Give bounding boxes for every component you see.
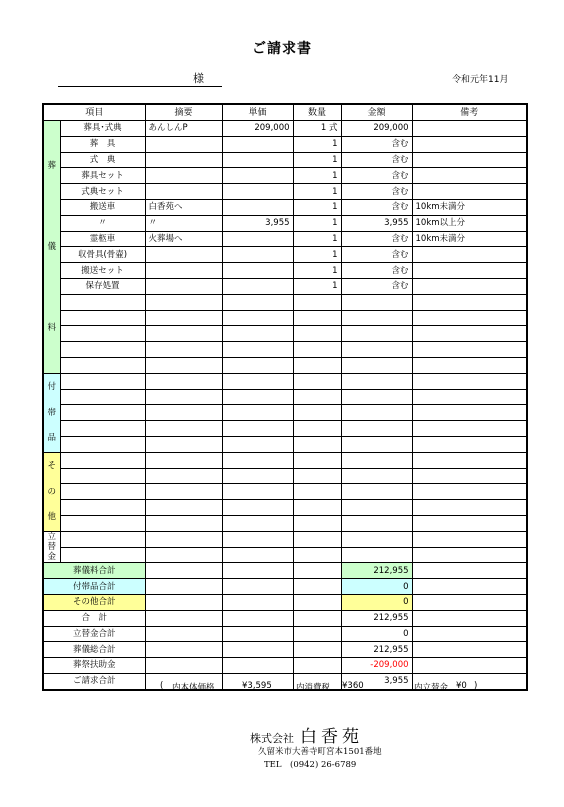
category-label-funeral [43, 121, 60, 374]
document-title: ご請求書 [252, 41, 312, 57]
item-cell [60, 357, 145, 373]
remarks-cell [412, 515, 527, 531]
total-row [43, 658, 527, 674]
table-row [43, 310, 527, 326]
total-label: 葬儀総合計 [43, 642, 145, 658]
category-char: の [47, 486, 56, 497]
total-unit-price-cell [222, 563, 293, 579]
total-unit-price-cell [222, 626, 293, 642]
total-description-cell [145, 594, 222, 610]
quantity-cell [293, 310, 341, 326]
unit-price-cell: 3,955 [222, 215, 293, 231]
total-row [43, 579, 527, 595]
quantity-cell: 1 [293, 247, 341, 263]
honorific: 様 [193, 72, 204, 85]
item-cell [60, 468, 145, 484]
remarks-cell [412, 531, 527, 547]
quantity-cell [293, 547, 341, 563]
quantity-cell [293, 405, 341, 421]
table-row [43, 436, 527, 452]
quantity-cell: 1 [293, 215, 341, 231]
total-remarks-cell [412, 594, 527, 610]
amount-cell [341, 405, 412, 421]
description-cell [145, 500, 222, 516]
remarks-cell [412, 484, 527, 500]
total-remarks-cell [412, 642, 527, 658]
total-row [43, 563, 527, 579]
total-label: 葬祭扶助金 [43, 658, 145, 674]
description-cell [145, 531, 222, 547]
item-cell [60, 500, 145, 516]
total-unit-price-cell [222, 658, 293, 674]
category-char: 料 [47, 322, 56, 333]
description-cell [145, 326, 222, 342]
unit-price-cell [222, 547, 293, 563]
description-cell [145, 452, 222, 468]
item-cell [60, 421, 145, 437]
note-base-label: 内本体価格 [172, 683, 215, 693]
amount-cell: 含む [341, 184, 412, 200]
total-unit-price-cell [222, 594, 293, 610]
total-amount: 212,955 [341, 610, 412, 626]
quantity-cell [293, 484, 341, 500]
quantity-cell: 1 [293, 231, 341, 247]
remarks-cell [412, 357, 527, 373]
amount-cell: 含む [341, 152, 412, 168]
amount-cell [341, 342, 412, 358]
remarks-cell [412, 405, 527, 421]
quantity-cell: 1 [293, 152, 341, 168]
item-cell [60, 515, 145, 531]
item-cell [60, 310, 145, 326]
category-char: 帯 [47, 407, 56, 418]
total-quantity-cell [293, 579, 341, 595]
total-description-cell [145, 579, 222, 595]
item-cell [60, 342, 145, 358]
item-cell: 収骨具(骨壷) [60, 247, 145, 263]
amount-cell [341, 310, 412, 326]
item-cell: 〃 [60, 215, 145, 231]
quantity-cell [293, 342, 341, 358]
quantity-cell [293, 436, 341, 452]
quantity-cell: 1 [293, 199, 341, 215]
item-cell: 式典セット [60, 184, 145, 200]
amount-cell: 3,955 [341, 215, 412, 231]
description-cell [145, 436, 222, 452]
remarks-cell [412, 373, 527, 389]
unit-price-cell [222, 373, 293, 389]
description-cell [145, 247, 222, 263]
unit-price-cell [222, 263, 293, 279]
item-cell: 搬送セット [60, 263, 145, 279]
addressee-line [58, 70, 222, 87]
table-row [43, 342, 527, 358]
total-description-cell [145, 642, 222, 658]
company-name [250, 722, 363, 747]
description-cell [145, 294, 222, 310]
total-remarks-cell [412, 658, 527, 674]
total-amount: 212,955 [341, 642, 412, 658]
table-row [43, 184, 527, 200]
quantity-cell [293, 357, 341, 373]
remarks-cell [412, 168, 527, 184]
table-row [43, 389, 527, 405]
table-row [43, 278, 527, 294]
item-cell [60, 547, 145, 563]
table-row [43, 215, 527, 231]
remarks-cell: 10km未満分 [412, 199, 527, 215]
unit-price-cell [222, 452, 293, 468]
total-label: 立替金合計 [43, 626, 145, 642]
item-cell [60, 326, 145, 342]
description-cell [145, 468, 222, 484]
total-amount: 0 [341, 594, 412, 610]
quantity-cell: 1 [293, 184, 341, 200]
remarks-cell: 10km以上分 [412, 215, 527, 231]
remarks-cell: 10km未満分 [412, 231, 527, 247]
unit-price-cell [222, 168, 293, 184]
description-cell [145, 136, 222, 152]
invoice-date: 令和元年11月 [452, 75, 509, 85]
amount-cell: 含む [341, 168, 412, 184]
item-cell: 霊柩車 [60, 231, 145, 247]
unit-price-cell [222, 436, 293, 452]
description-cell [145, 263, 222, 279]
description-cell [145, 168, 222, 184]
quantity-cell: 1 [293, 263, 341, 279]
amount-cell: 含む [341, 278, 412, 294]
description-cell [145, 342, 222, 358]
unit-price-cell [222, 515, 293, 531]
quantity-cell: 1 [293, 168, 341, 184]
table-row [43, 199, 527, 215]
remarks-cell [412, 310, 527, 326]
quantity-cell [293, 389, 341, 405]
total-amount: 3,955 [341, 673, 412, 689]
total-unit-price-cell [222, 642, 293, 658]
total-label: その他合計 [43, 594, 145, 610]
description-cell: 〃 [145, 215, 222, 231]
category-char: 品 [47, 433, 56, 444]
table-row [43, 136, 527, 152]
description-cell [145, 389, 222, 405]
note-tax-value: ¥360 [342, 681, 364, 691]
quantity-cell [293, 452, 341, 468]
category-char: そ [47, 461, 56, 472]
remarks-cell [412, 152, 527, 168]
description-cell [145, 373, 222, 389]
table-row [43, 500, 527, 516]
quantity-cell: 1 式 [293, 121, 341, 137]
table-row [43, 531, 527, 547]
remarks-cell [412, 547, 527, 563]
amount-cell [341, 531, 412, 547]
total-quantity-cell [293, 610, 341, 626]
item-cell [60, 405, 145, 421]
total-row [43, 642, 527, 658]
total-label: ご請求合計 [43, 673, 145, 689]
category-char: 儀 [47, 241, 56, 252]
total-amount: 0 [341, 626, 412, 642]
unit-price-cell [222, 389, 293, 405]
category-char: 他 [47, 512, 56, 523]
quantity-cell: 1 [293, 136, 341, 152]
unit-price-cell [222, 484, 293, 500]
remarks-cell [412, 136, 527, 152]
unit-price-cell [222, 421, 293, 437]
description-cell [145, 357, 222, 373]
unit-price-cell [222, 278, 293, 294]
table-row [43, 247, 527, 263]
description-cell [145, 484, 222, 500]
total-amount: 212,955 [341, 563, 412, 579]
note-advance-label: 内立替金 [414, 683, 449, 693]
header-row [43, 104, 527, 121]
total-row [43, 610, 527, 626]
table-row [43, 421, 527, 437]
table-row [43, 152, 527, 168]
description-cell: 火葬場へ [145, 231, 222, 247]
category-label-advance [43, 531, 60, 563]
amount-cell [341, 484, 412, 500]
table-row [43, 121, 527, 137]
note-advance-value: ¥0 [456, 681, 467, 691]
unit-price-cell [222, 468, 293, 484]
total-quantity-cell [293, 658, 341, 674]
col-quantity-header: 数量 [293, 104, 341, 121]
col-amount-header: 金額 [341, 104, 412, 121]
remarks-cell [412, 468, 527, 484]
total-row [43, 594, 527, 610]
total-quantity-cell [293, 642, 341, 658]
col-item-header: 項目 [43, 104, 145, 121]
invoice-table [42, 103, 528, 691]
description-cell [145, 421, 222, 437]
category-label-attachments [43, 373, 60, 452]
category-char: 付 [47, 382, 56, 393]
remarks-cell [412, 326, 527, 342]
table-row [43, 468, 527, 484]
unit-price-cell [222, 531, 293, 547]
unit-price-cell [222, 231, 293, 247]
total-description-cell [145, 610, 222, 626]
category-char: 金 [47, 552, 56, 563]
remarks-cell [412, 436, 527, 452]
table-row [43, 294, 527, 310]
description-cell [145, 184, 222, 200]
remarks-cell [412, 421, 527, 437]
total-remarks-cell [412, 563, 527, 579]
remarks-cell [412, 452, 527, 468]
col-unit-price-header: 単価 [222, 104, 293, 121]
unit-price-cell [222, 247, 293, 263]
remarks-cell [412, 294, 527, 310]
amount-cell [341, 500, 412, 516]
total-remarks-cell [412, 579, 527, 595]
item-cell [60, 436, 145, 452]
item-cell: 保存処置 [60, 278, 145, 294]
total-row [43, 673, 527, 689]
table-row [43, 168, 527, 184]
table-row [43, 405, 527, 421]
item-cell: 葬具･式典 [60, 121, 145, 137]
total-unit-price-cell [222, 610, 293, 626]
description-cell: 白香苑へ [145, 199, 222, 215]
table-row [43, 484, 527, 500]
total-remarks-cell [412, 610, 527, 626]
remarks-cell [412, 121, 527, 137]
amount-cell [341, 436, 412, 452]
remarks-cell [412, 278, 527, 294]
unit-price-cell [222, 199, 293, 215]
description-cell [145, 310, 222, 326]
description-cell [145, 515, 222, 531]
amount-cell: 含む [341, 231, 412, 247]
total-description-cell [145, 658, 222, 674]
total-label: 付帯品合計 [43, 579, 145, 595]
quantity-cell [293, 531, 341, 547]
description-cell [145, 278, 222, 294]
quantity-cell [293, 515, 341, 531]
amount-cell [341, 373, 412, 389]
amount-cell [341, 389, 412, 405]
item-cell: 葬 具 [60, 136, 145, 152]
amount-cell [341, 326, 412, 342]
total-description-cell [145, 563, 222, 579]
col-description-header: 摘要 [145, 104, 222, 121]
amount-cell [341, 468, 412, 484]
unit-price-cell [222, 310, 293, 326]
company-brand: 白香苑 [300, 727, 363, 747]
amount-cell [341, 294, 412, 310]
unit-price-cell [222, 342, 293, 358]
table-row [43, 373, 527, 389]
note-base-value: ¥3,595 [242, 681, 272, 691]
amount-cell: 209,000 [341, 121, 412, 137]
table-row [43, 515, 527, 531]
item-cell [60, 531, 145, 547]
total-unit-price-cell [222, 579, 293, 595]
table-row [43, 452, 527, 468]
remarks-cell [412, 263, 527, 279]
category-char: 葬 [47, 160, 56, 171]
unit-price-cell [222, 357, 293, 373]
amount-cell [341, 515, 412, 531]
total-amount: 0 [341, 579, 412, 595]
total-quantity-cell [293, 626, 341, 642]
amount-cell [341, 421, 412, 437]
item-cell: 葬具セット [60, 168, 145, 184]
remarks-cell [412, 184, 527, 200]
total-quantity-cell [293, 594, 341, 610]
remarks-cell [412, 342, 527, 358]
note-open-paren: ( [160, 681, 164, 691]
unit-price-cell: 209,000 [222, 121, 293, 137]
unit-price-cell [222, 294, 293, 310]
table-row [43, 357, 527, 373]
table-row [43, 231, 527, 247]
total-quantity-cell [293, 563, 341, 579]
category-char: 立 [47, 531, 56, 542]
quantity-cell [293, 294, 341, 310]
item-cell [60, 484, 145, 500]
category-char: 替 [47, 542, 56, 552]
description-cell [145, 405, 222, 421]
total-amount: -209,000 [341, 658, 412, 674]
quantity-cell [293, 421, 341, 437]
amount-cell: 含む [341, 199, 412, 215]
description-cell [145, 547, 222, 563]
total-label: 葬儀料合計 [43, 563, 145, 579]
total-label: 合 計 [43, 610, 145, 626]
category-label-other [43, 452, 60, 531]
unit-price-cell [222, 500, 293, 516]
amount-cell: 含む [341, 247, 412, 263]
quantity-cell [293, 326, 341, 342]
table-row [43, 326, 527, 342]
amount-cell: 含む [341, 136, 412, 152]
unit-price-cell [222, 405, 293, 421]
company-prefix: 株式会社 [250, 732, 294, 745]
quantity-cell: 1 [293, 278, 341, 294]
description-cell [145, 152, 222, 168]
unit-price-cell [222, 136, 293, 152]
item-cell: 搬送車 [60, 199, 145, 215]
quantity-cell [293, 373, 341, 389]
table-row [43, 263, 527, 279]
remarks-cell [412, 247, 527, 263]
note-close-paren: ) [474, 681, 478, 691]
total-remarks-cell [412, 626, 527, 642]
item-cell [60, 389, 145, 405]
item-cell [60, 452, 145, 468]
amount-cell [341, 357, 412, 373]
quantity-cell [293, 500, 341, 516]
unit-price-cell [222, 152, 293, 168]
amount-cell [341, 547, 412, 563]
total-description-cell [145, 626, 222, 642]
company-address: 久留米市大善寺町宮本1501番地 [258, 747, 382, 757]
quantity-cell [293, 468, 341, 484]
unit-price-cell [222, 184, 293, 200]
amount-cell [341, 452, 412, 468]
company-tel: TEL (0942) 26-6789 [264, 760, 357, 770]
item-cell [60, 373, 145, 389]
unit-price-cell [222, 326, 293, 342]
total-row [43, 626, 527, 642]
remarks-cell [412, 389, 527, 405]
amount-cell: 含む [341, 263, 412, 279]
remarks-cell [412, 500, 527, 516]
note-tax-label: 内消費税 [296, 683, 331, 693]
table-row [43, 547, 527, 563]
col-remarks-header: 備考 [412, 104, 527, 121]
item-cell [60, 294, 145, 310]
description-cell: あんしんP [145, 121, 222, 137]
item-cell: 式 典 [60, 152, 145, 168]
